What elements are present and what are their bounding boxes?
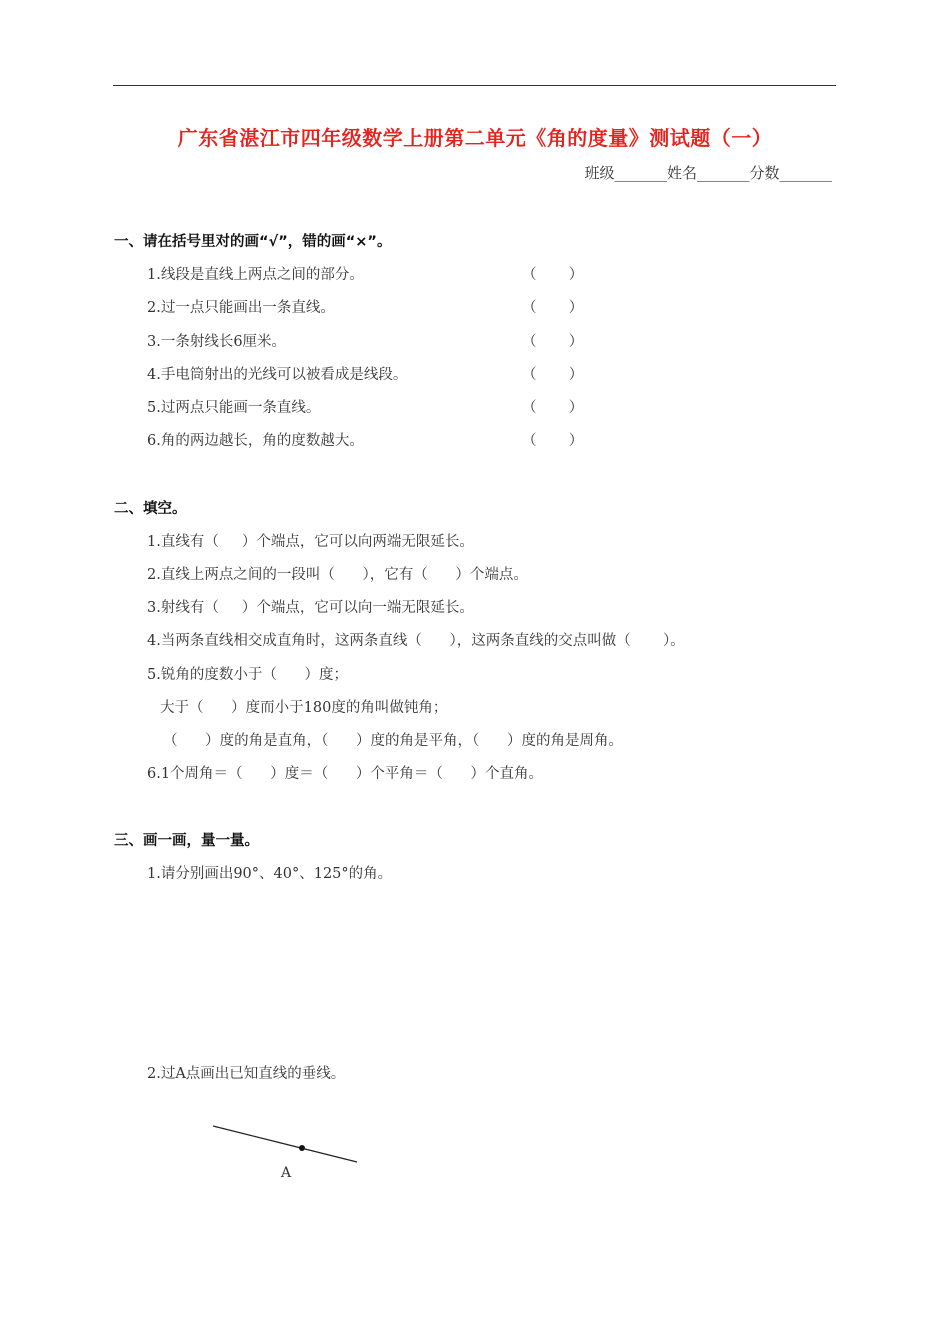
section3-item-1: 1.请分别画出90°、40°、125°的角。: [147, 866, 393, 882]
section3-item-2: 2.过A点画出已知直线的垂线。: [147, 1066, 346, 1082]
section2-item-1: 1.直线有（ ）个端点，它可以向两端无限延长。: [147, 534, 474, 550]
section1-item-3: 3.一条射线长6厘米。: [147, 334, 287, 350]
section2-item-5-line2: 大于（ ）度而小于180度的角叫做钝角；: [160, 700, 448, 716]
student-info-line: 班级_______姓名_______分数_______: [584, 164, 832, 182]
section2-item-5: 5.锐角的度数小于（ ）度；: [147, 667, 348, 683]
section2-item-6: 6.1个周角＝（ ）度＝（ ）个平角＝（ ）个直角。: [147, 766, 544, 782]
section1-item-1: 1.线段是直线上两点之间的部分。: [147, 267, 364, 283]
section1-heading: 一、请在括号里对的画“√”，错的画“×”。: [114, 234, 392, 250]
answer-paren-1[interactable]: （ ）: [522, 267, 584, 283]
point-a-label: A: [281, 1165, 292, 1181]
section2-item-2: 2.直线上两点之间的一段叫（ ），它有（ ）个端点。: [147, 567, 528, 583]
section1-item-6: 6.角的两边越长，角的度数越大。: [147, 433, 364, 449]
section2-item-4: 4.当两条直线相交成直角时，这两条直线（ ），这两条直线的交点叫做（ ）。: [147, 633, 685, 649]
section1-item-5: 5.过两点只能画一条直线。: [147, 400, 321, 416]
given-line: [213, 1126, 357, 1162]
section2-item-5-line3: （ ）度的角是直角，（ ）度的角是平角，（ ）度的角是周角。: [163, 733, 623, 749]
answer-paren-5[interactable]: （ ）: [522, 400, 584, 416]
section2-item-3: 3.射线有（ ）个端点，它可以向一端无限延长。: [147, 600, 474, 616]
answer-paren-6[interactable]: （ ）: [522, 433, 584, 449]
answer-paren-2[interactable]: （ ）: [522, 300, 584, 316]
answer-paren-4[interactable]: （ ）: [522, 367, 584, 383]
page-title: 广东省湛江市四年级数学上册第二单元《角的度量》测试题（一）: [177, 126, 773, 150]
point-a-dot: [299, 1145, 305, 1151]
answer-paren-3[interactable]: （ ）: [522, 334, 584, 350]
section2-heading: 二、填空。: [114, 501, 187, 517]
section3-heading: 三、画一画，量一量。: [114, 833, 259, 849]
section1-item-2: 2.过一点只能画出一条直线。: [147, 300, 335, 316]
section1-item-4: 4.手电筒射出的光线可以被看成是线段。: [147, 367, 408, 383]
